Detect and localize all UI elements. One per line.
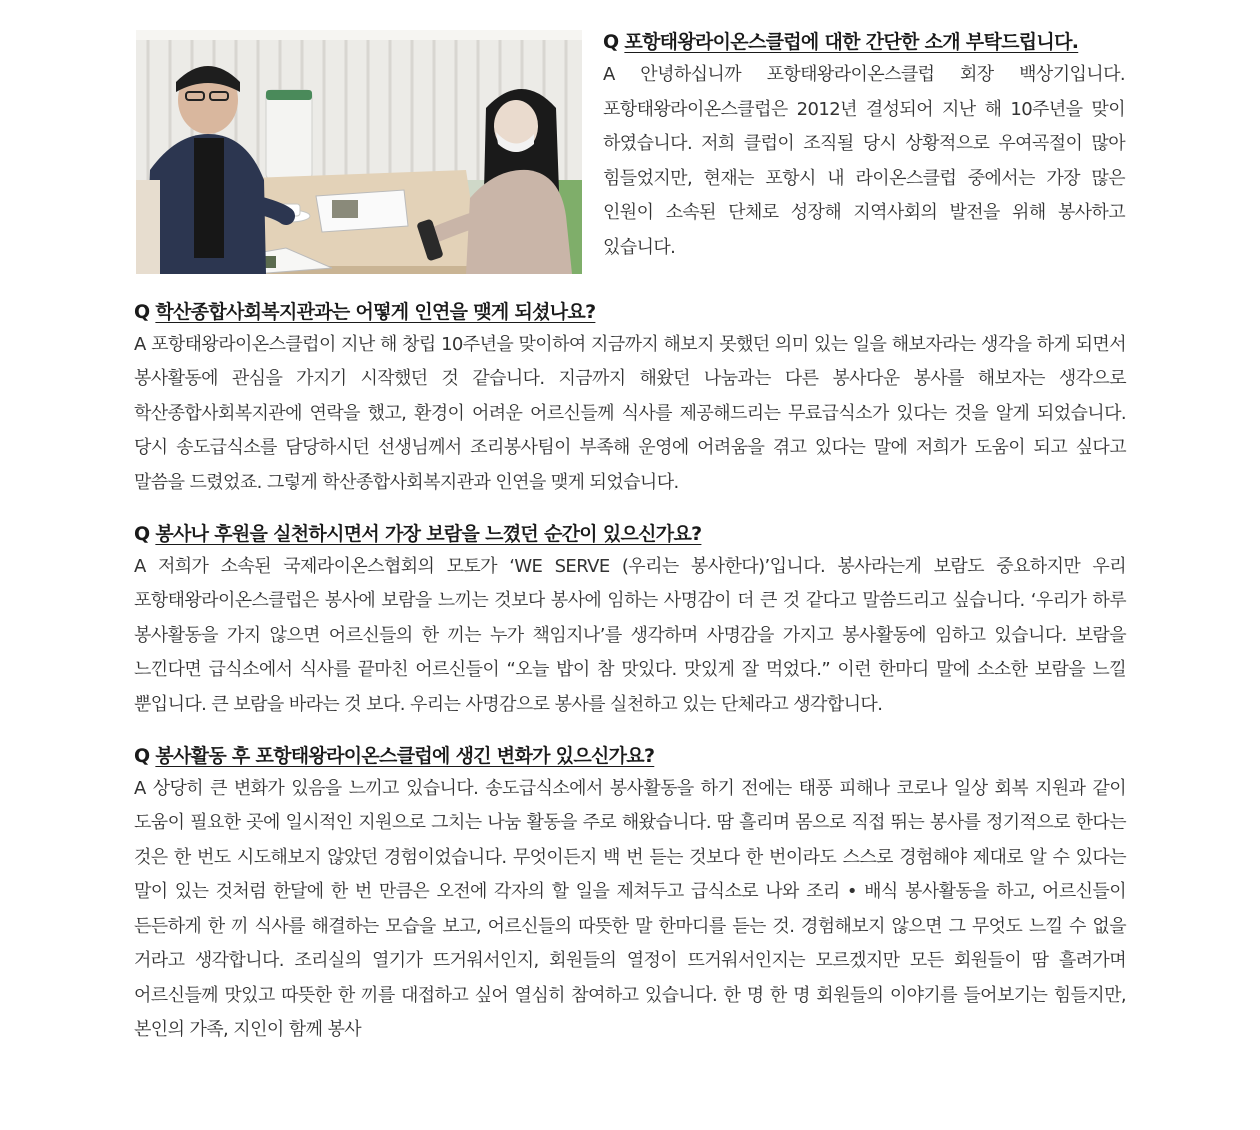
- answer-paragraph: A 포항태왕라이온스클럽이 지난 해 창립 10주년을 맞이하여 지금까지 해보지 못했던 의미 있는 일을 해보자라는 생각을 하게 되면서 봉사활동에 관심을 가지기 시작했던 것 같습니다. 지금까지 해왔던 나눔과는 다른 봉사다운 봉사를 해보자는 생각으로 학산종합사회복지관에 연락을 했고, 환경이 어려운 어르신들께 식사를 제공해드리는 무료급식소가 있다는 것을 알게 되었습니다. 당시 송도급식소를 담당하시던 선생님께서 조리봉사팀이 부족해 운영에 어려움을 겪고 있다는 말에 저희가 도움이 되고 싶다고 말씀을 드렸었죠. 그렇게 학산종합사회복지관과 인연을 맺게 되었습니다.: [134, 334, 1126, 493]
- intro-answer: A 안녕하십니까 포항태왕라이온스클럽 회장 백상기입니다. 포항태왕라이온스클럽은 2012년 결성되어 지난 해 10주년을 맞이 하였습니다. 저희 클럽이 조직될 당시 상황적으로 우여곡절이 많아 힘들었지만, 현재는 포항시 내 라이온스클럽 중에서는 가장 많은 인원이 소속된 단체로 성장해 지역사회의 발전을 위해 봉사하고 있습니다.: [603, 64, 1125, 258]
- interview-photo-illustration: [136, 30, 582, 274]
- qa-item: [134, 296, 1126, 500]
- q-prefix: Q: [134, 301, 150, 323]
- q-prefix: Q: [603, 31, 619, 53]
- intro-section: [603, 26, 1125, 266]
- answer-paragraph: A 상당히 큰 변화가 있음을 느끼고 있습니다. 송도급식소에서 봉사활동을 하기 전에는 태풍 피해나 코로나 일상 회복 지원과 같이 도움이 필요한 곳에 일시적인 지원으로 그치는 나눔 활동을 주로 해왔습니다. 땀 흘리며 몸으로 직접 뛰는 봉사를 정기적으로 한다는 것은 한 번도 시도해보지 않았던 경험이었습니다. 무엇이든지 백 번 듣는 것보다 한 번이라도 스스로 경험해야 제대로 알 수 있다는 말이 있는 것처럼 한달에 한 번 만큼은 오전에 각자의 할 일을 제쳐두고 급식소로 나와 조리 • 배식 봉사활동을 하고, 어르신들이 든든하게 한 끼 식사를 해결하는 모습을 보고, 어르신들의 따뜻한 말 한마디를 듣는 것. 경험해보지 않으면 그 무엇도 느낄 수 없을 거라고 생각합니다. 조리실의 열기가 뜨거워서인지, 회원들의 열정이 뜨거워서인지는 모르겠지만 모든 회원들이 땀 흘려가며 어르신들께 맛있고 따뜻한 한 끼를 대접하고 싶어 열심히 참여하고 있습니다. 한 명 한 명 회원들의 이야기를 들어보기는 힘들지만, 본인의 가족, 지인이 함께 봉사: [134, 778, 1126, 1040]
- question-heading: [134, 296, 1126, 328]
- question-heading: [134, 518, 1126, 550]
- question-text: 봉사나 후원을 실천하시면서 가장 보람을 느꼈던 순간이 있으신가요?: [155, 523, 702, 546]
- answer-paragraph: A 저희가 소속된 국제라이온스협회의 모토가 ‘WE SERVE (우리는 봉사한다)’입니다. 봉사라는게 보람도 중요하지만 우리 포항태왕라이온스클럽은 봉사에 보람을 느끼는 것보다 봉사에 임하는 사명감이 더 큰 것 같다고 말씀드리고 싶습니다. ‘우리가 하루 봉사활동을 가지 않으면 어르신들의 한 끼는 누가 책임지나’를 생각하며 사명감을 가지고 봉사활동에 임하고 있습니다. 보람을 느낀다면 급식소에서 식사를 끝마친 어르신들이 “오늘 밥이 참 맛있다. 맛있게 잘 먹었다.” 이런 한마디 말에 소소한 보람을 느낄 뿐입니다. 큰 보람을 바라는 것 보다. 우리는 사명감으로 봉사를 실천하고 있는 단체라고 생각합니다.: [134, 556, 1126, 715]
- q-prefix: Q: [134, 745, 150, 768]
- interview-photo: [136, 30, 582, 274]
- intro-question: [603, 26, 1125, 58]
- question-text: 봉사활동 후 포항태왕라이온스클럽에 생긴 변화가 있으신가요?: [155, 745, 655, 768]
- q-prefix: Q: [134, 523, 150, 546]
- qa-item: [134, 740, 1126, 1047]
- qa-item: [134, 518, 1126, 722]
- intro-question-text: 포항태왕라이온스클럽에 대한 간단한 소개 부탁드립니다.: [624, 31, 1079, 53]
- question-text: 학산종합사회복지관과는 어떻게 인연을 맺게 되셨나요?: [155, 301, 596, 323]
- question-heading: [134, 740, 1126, 772]
- qa-list: [134, 296, 1126, 1065]
